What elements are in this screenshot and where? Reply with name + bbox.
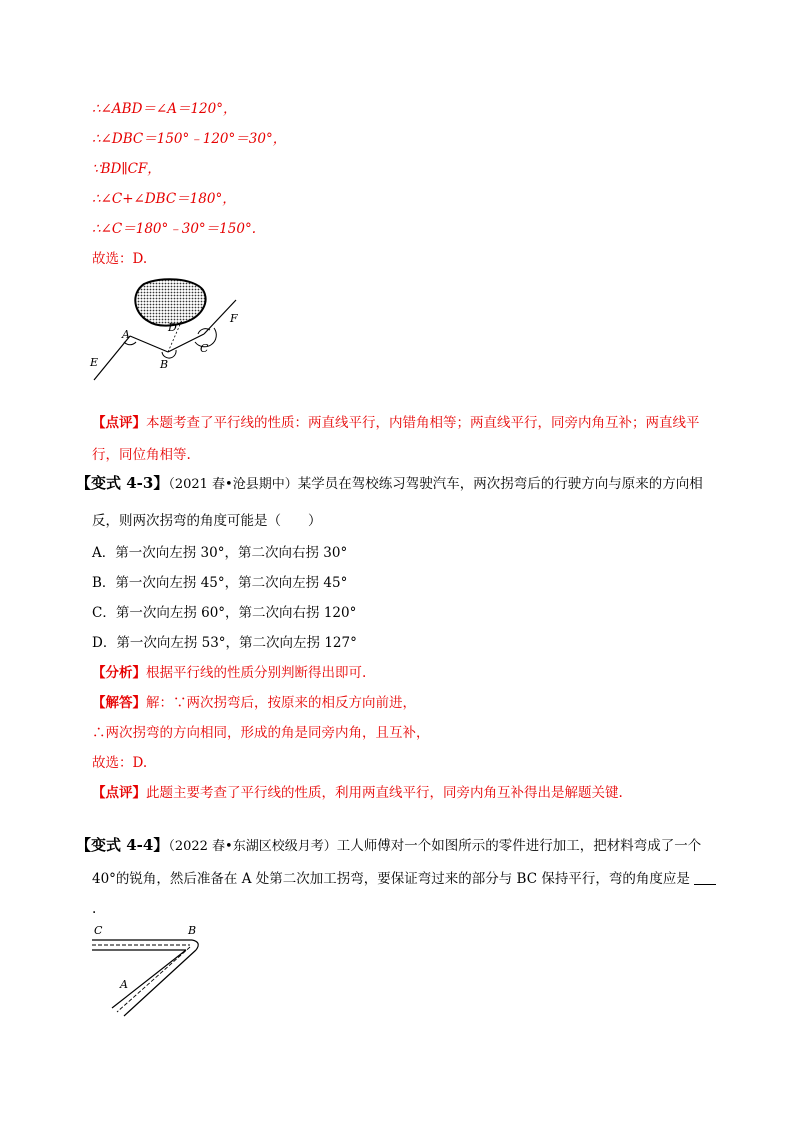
option-b: B．第一次向左拐 45°，第二次向左拐 45° [92, 575, 348, 591]
figure-road-turns [86, 276, 256, 386]
comment1-text-1: 本题考查了平行线的性质：两直线平行，内错角相等；两直线平行，同旁内角互补；两直线平 [146, 415, 700, 431]
fig1-label-c: C [200, 342, 209, 355]
fig2-label-a: A [120, 978, 128, 991]
fig1-label-a: A [122, 328, 130, 341]
answer-line-2: ∴两次拐弯的方向相同，形成的角是同旁内角，且互补， [92, 725, 430, 741]
problem-4-4-header [76, 836, 701, 856]
problem-4-4-source: （2022 春•东湖区校级月考） [168, 839, 337, 854]
answer-blank[interactable] [694, 870, 716, 885]
solution-line-4: ∴∠C+∠DBC＝180°， [92, 191, 236, 207]
answer-tag: 【解答】 [92, 695, 146, 711]
problem-4-4-stem-1: 工人师傅对一个如图所示的零件进行加工，把材料弯成了一个 [336, 838, 702, 854]
option-d: D．第一次向左拐 53°，第二次向左拐 127° [92, 635, 357, 651]
problem-4-4-end: . [92, 901, 97, 917]
problem-4-4-tag: 【变式 4-4】 [76, 836, 169, 854]
comment1-line-1 [92, 414, 700, 432]
fig2-label-c: C [94, 924, 103, 937]
fig1-label-b: B [160, 358, 169, 371]
problem-4-3-source: （2021 春•沧县期中） [168, 477, 298, 492]
comment2-text: 此题主要考查了平行线的性质，利用两直线平行，同旁内角互补得出是解题关键. [146, 785, 623, 801]
fig1-label-d: D [168, 321, 177, 334]
comment1-line-2: 行，同位角相等. [92, 447, 191, 463]
solution-line-2: ∴∠DBC＝150°﹣120°＝30°， [92, 131, 287, 147]
problem-4-3-header [76, 474, 703, 494]
figure-bent-material [86, 920, 226, 1020]
answer-line-1 [92, 694, 416, 712]
comment2-line [92, 784, 623, 802]
solution-line-1: ∴∠ABD＝∠A＝120°， [92, 101, 237, 117]
analysis-text: 根据平行线的性质分别判断得出即可. [146, 665, 367, 681]
problem-4-3-stem-1: 某学员在驾校练习驾驶汽车，两次拐弯后的行驶方向与原来的方向相 [297, 476, 703, 492]
comment1-tag: 【点评】 [92, 415, 146, 431]
problem-4-4-stem-2 [92, 870, 716, 888]
problem-4-3-stem-2: 反，则两次拐弯的角度可能是（ ） [92, 513, 322, 529]
solution-line-5: ∴∠C＝180°﹣30°＝150°. [92, 221, 256, 237]
problem-4-3-tag: 【变式 4-3】 [76, 474, 169, 492]
solution-line-3: ∵BD∥CF， [92, 161, 161, 177]
analysis-tag: 【分析】 [92, 665, 146, 681]
problem-4-4-stem-2-text: 40°的锐角，然后准备在 A 处第二次加工拐弯，要保证弯过来的部分与 BC 保持平行，弯的角度应是 [92, 871, 690, 887]
fig2-label-b: B [188, 924, 197, 937]
solution-answer: 故选：D. [92, 251, 148, 267]
fig1-label-e: E [90, 356, 99, 369]
fig1-label-f: F [230, 312, 238, 325]
answer-text-1: 解：∵两次拐弯后，按原来的相反方向前进， [146, 695, 416, 711]
analysis-line [92, 664, 366, 682]
answer-choice: 故选：D. [92, 755, 148, 771]
option-a: A．第一次向左拐 30°，第二次向右拐 30° [92, 545, 348, 561]
option-c: C．第一次向左拐 60°，第二次向右拐 120° [92, 605, 357, 621]
comment2-tag: 【点评】 [92, 785, 146, 801]
